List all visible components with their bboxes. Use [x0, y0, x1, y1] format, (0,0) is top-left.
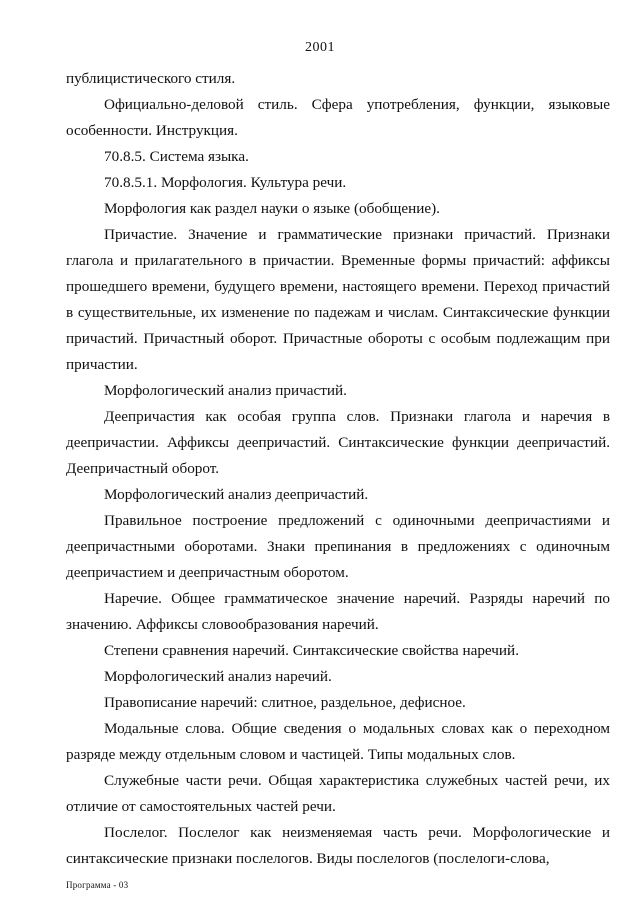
paragraph-continuation: публицистического стиля. [66, 70, 236, 87]
paragraph-gerund-analysis: Морфологический анализ деепричастий. [104, 486, 369, 503]
paragraph-modal-words: Модальные слова. Общие сведения о модальных словах как о переходном разряде между отдельным словом и частицей. Типы модальных слов. [66, 720, 610, 763]
paragraph-adverb-degrees: Степени сравнения наречий. Синтаксические свойства наречий. [104, 642, 519, 659]
paragraph-morphology-overview: Морфология как раздел науки о языке (обобщение). [104, 200, 440, 217]
paragraph-participle-analysis: Морфологический анализ причастий. [104, 382, 347, 399]
section-heading-language-system: 70.8.5. Система языка. [104, 148, 249, 165]
paragraph-official-style: Официально-деловой стиль. Сфера употребления, функции, языковые особенности. Инструкция. [66, 96, 610, 139]
paragraph-postposition: Послелог. Послелог как неизменяемая часть речи. Морфологические и синтаксические признаки послелогов. Виды послелогов (послелоги-слова, [66, 824, 610, 867]
paragraph-gerund-sentences: Правильное построение предложений с одиночными деепричастиями и деепричастными оборотами. Знаки препинания в предложениях с одиночным деепричастием и деепричастным оборотом. [66, 512, 610, 581]
paragraph-adverb-analysis: Морфологический анализ наречий. [104, 668, 332, 685]
paragraph-function-words: Служебные части речи. Общая характеристика служебных частей речи, их отличие от самостоятельных частей речи. [66, 772, 610, 815]
document-body [66, 66, 610, 872]
paragraph-adverb: Наречие. Общее грамматическое значение наречий. Разряды наречий по значению. Аффиксы словообразования наречий. [66, 590, 610, 633]
paragraph-adverb-spelling: Правописание наречий: слитное, раздельное, дефисное. [104, 694, 466, 711]
paragraph-participle: Причастие. Значение и грамматические признаки причастий. Признаки глагола и прилагательного в причастии. Временные формы причастий: аффиксы прошедшего времени, будущего времени, настоящего времени. Переход причастий в существительные, их изменение по падежам и числам. Синтаксические функции причастий. Причастный оборот. Причастные обороты с особым подлежащим при причастии. [66, 226, 610, 373]
page-footer: Программа - 03 [66, 880, 129, 890]
paragraph-gerund: Деепричастия как особая группа слов. Признаки глагола и наречия в деепричастии. Аффиксы деепричастий. Синтаксические функции деепричастий. Деепричастный оборот. [66, 408, 610, 477]
page-number: 2001 [305, 40, 335, 55]
section-heading-morphology: 70.8.5.1. Морфология. Культура речи. [104, 174, 347, 191]
